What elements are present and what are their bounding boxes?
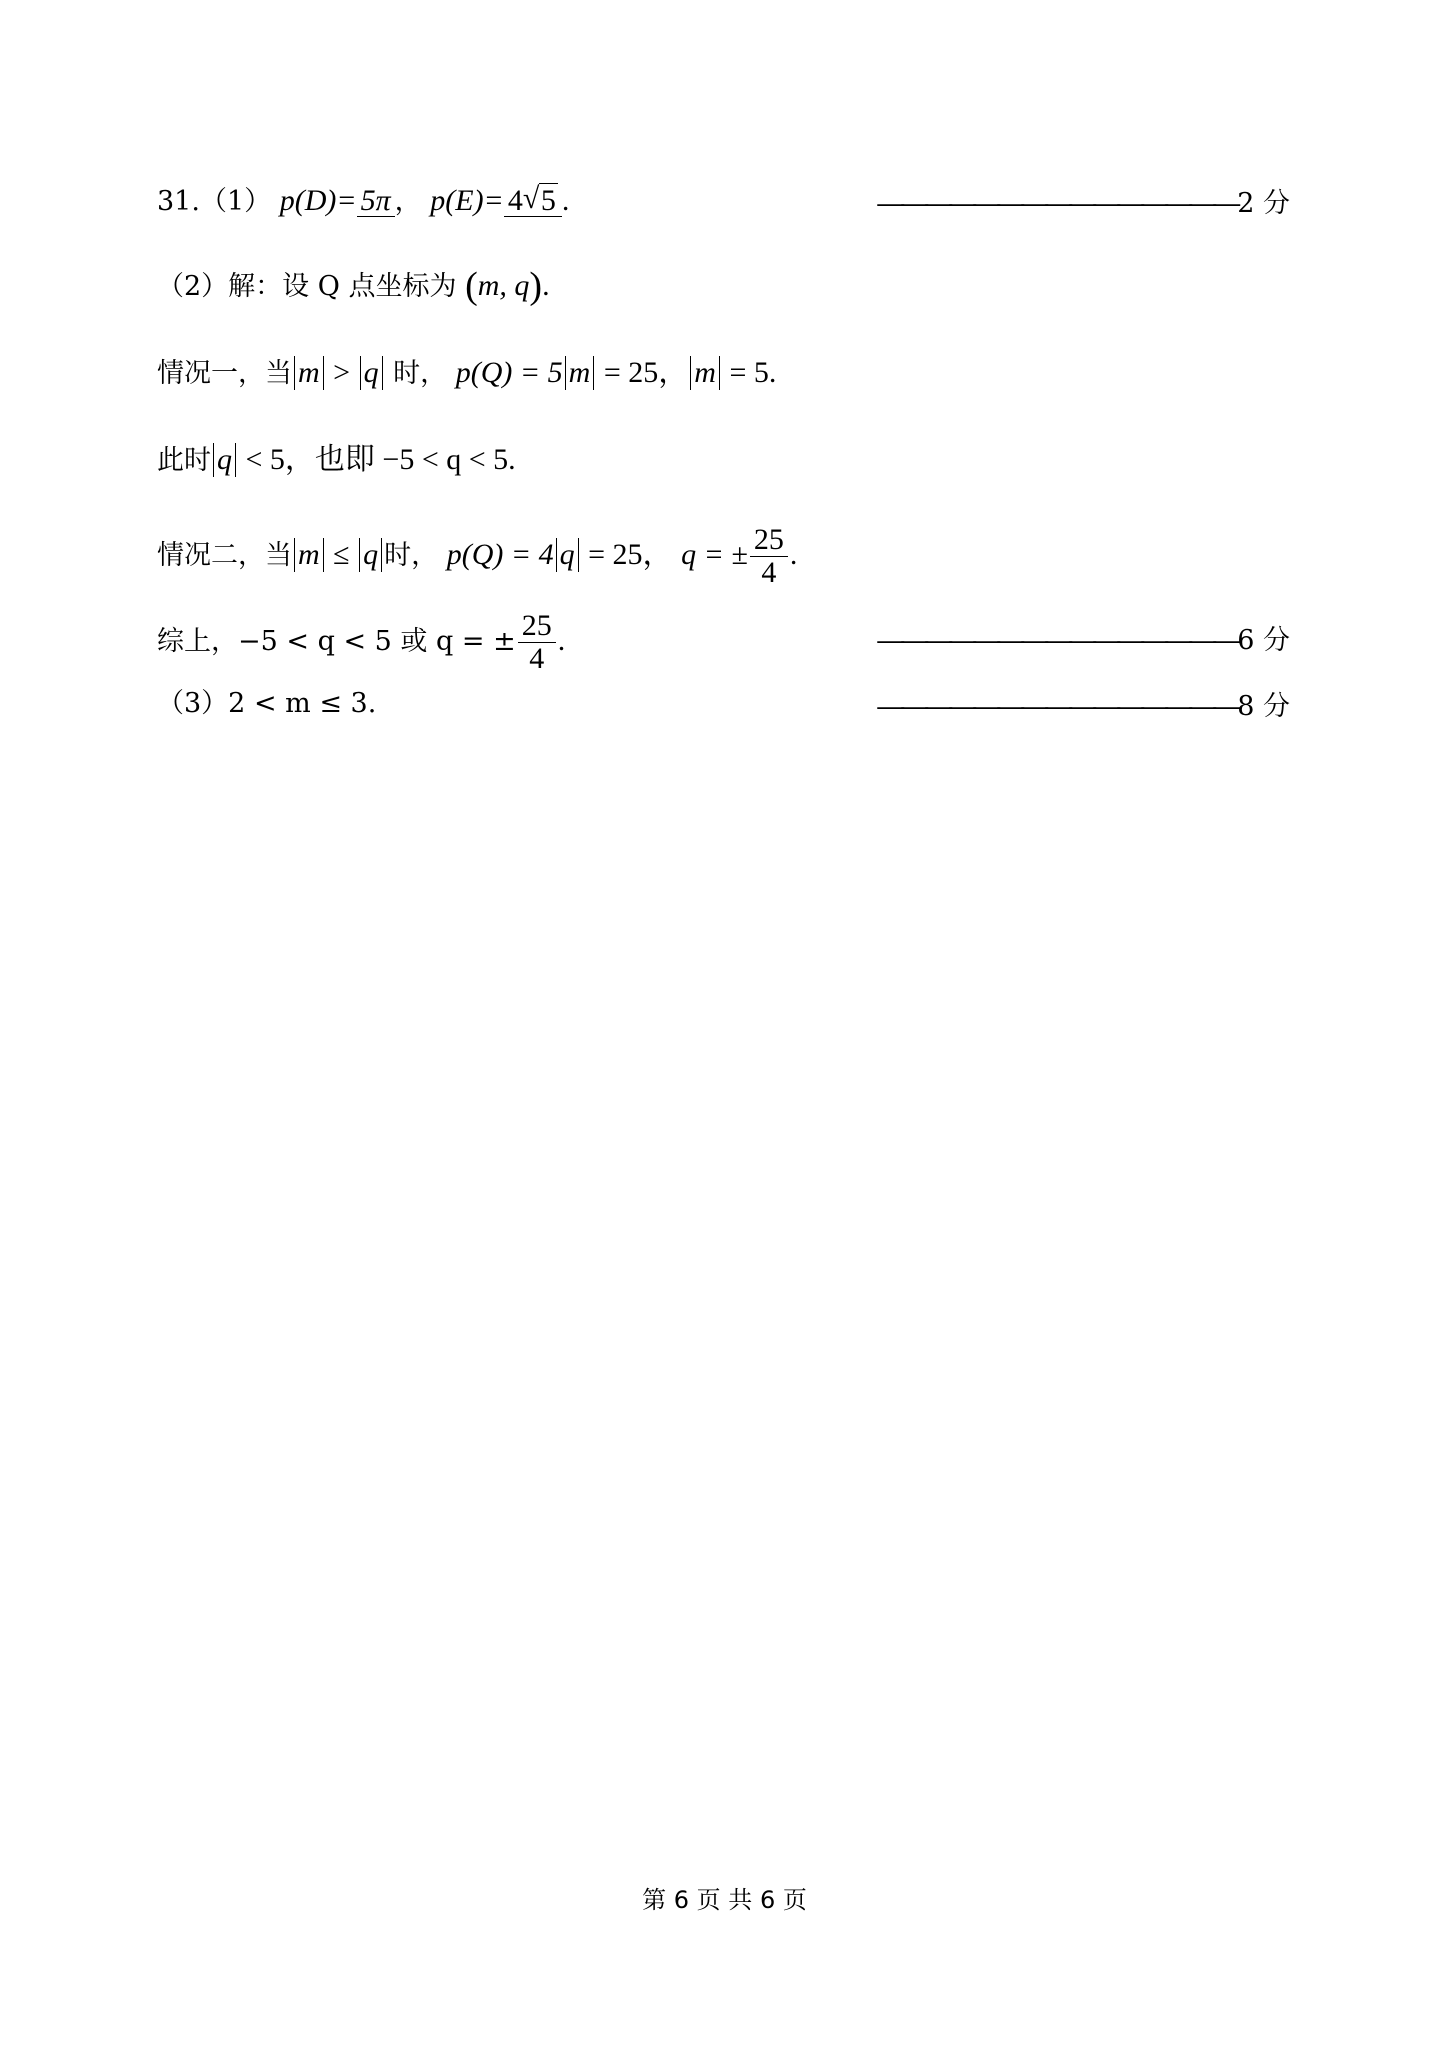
score-dashes: ——————————————— (877, 691, 1238, 721)
abs-m-3: m (690, 356, 720, 390)
case2-eq2: = 25， (580, 538, 673, 571)
pE-radicand: 5 (540, 184, 556, 217)
case1-line (157, 353, 776, 394)
case1b-line (157, 440, 516, 481)
case1b-prefix: 此时 (157, 445, 211, 476)
abs-q-4: q (556, 538, 579, 572)
case1b-range: < 5，也即 −5 < q < 5. (238, 443, 516, 476)
score-6 (830, 618, 1290, 657)
score-8-text: 8 分 (1237, 691, 1290, 722)
pE-coefficient: 4 (507, 184, 523, 217)
coord-text: m, q (477, 269, 530, 302)
summary-text: 综上，−5 < q < 5 或 q = ± (157, 626, 516, 657)
part3-line (157, 684, 376, 724)
score-2-text: 2 分 (1237, 188, 1290, 219)
fraction-25-4 (750, 524, 788, 589)
summary-end: . (557, 624, 566, 657)
score-dashes: ——————————————— (877, 625, 1238, 655)
fraction-denominator: 4 (529, 642, 545, 675)
case2-le: ≤ (325, 538, 358, 571)
abs-m: m (294, 356, 324, 390)
score-dashes: ——————————————— (877, 188, 1238, 218)
part2-intro-text: （2）解：设 Q 点坐标为 (157, 271, 457, 302)
score-6-text: 6 分 (1237, 625, 1290, 656)
case1-eq2: = 25， (596, 356, 689, 389)
close-paren: ) (529, 265, 543, 307)
case1-gt: > (325, 356, 358, 389)
part3-text: （3）2 < m ≤ 3. (157, 688, 377, 719)
part1-label: （1） (199, 186, 272, 217)
fraction-numerator: 25 (518, 610, 556, 643)
pE-label: p(E)= (430, 184, 504, 217)
case1-prefix: 情况一，当 (157, 358, 292, 389)
q31-part1-line (157, 181, 569, 222)
open-paren: ( (465, 265, 478, 307)
fraction-25-4-summary (518, 610, 556, 675)
case1-when: 时， (384, 358, 448, 389)
summary-line (157, 610, 565, 675)
question-number: 31. (157, 186, 200, 217)
case1-eq3: = 5. (721, 356, 777, 389)
sqrt-symbol: √ 5 (522, 182, 556, 217)
abs-m-4: m (294, 538, 324, 572)
case2-eq: p(Q) = 4 (446, 538, 554, 571)
pE-answer (504, 182, 562, 217)
separator: ， (394, 186, 422, 217)
abs-q-3: q (359, 538, 382, 572)
abs-m-2: m (565, 356, 595, 390)
case2-line (157, 524, 797, 589)
page-footer: 第 6 页 共 6 页 (642, 1886, 807, 1914)
abs-q: q (360, 356, 383, 390)
q31-part2-intro: （2）解：设 Q 点坐标为 (m, q). (157, 265, 550, 307)
case1-eq: p(Q) = 5 (455, 356, 563, 389)
abs-q-2: q (213, 443, 236, 477)
pD-answer: 5π (357, 186, 395, 217)
score-2 (830, 181, 1290, 220)
case2-end: . (789, 538, 798, 571)
case2-when: 时， (384, 540, 439, 571)
case2-prefix: 情况二，当 (157, 540, 292, 571)
case2-q-eq: q = ± (681, 538, 748, 571)
fraction-denominator: 4 (761, 556, 777, 589)
score-8 (830, 684, 1290, 723)
fraction-numerator: 25 (750, 524, 788, 557)
pE-end: . (561, 184, 570, 217)
pD-label: p(D)= (279, 184, 357, 217)
